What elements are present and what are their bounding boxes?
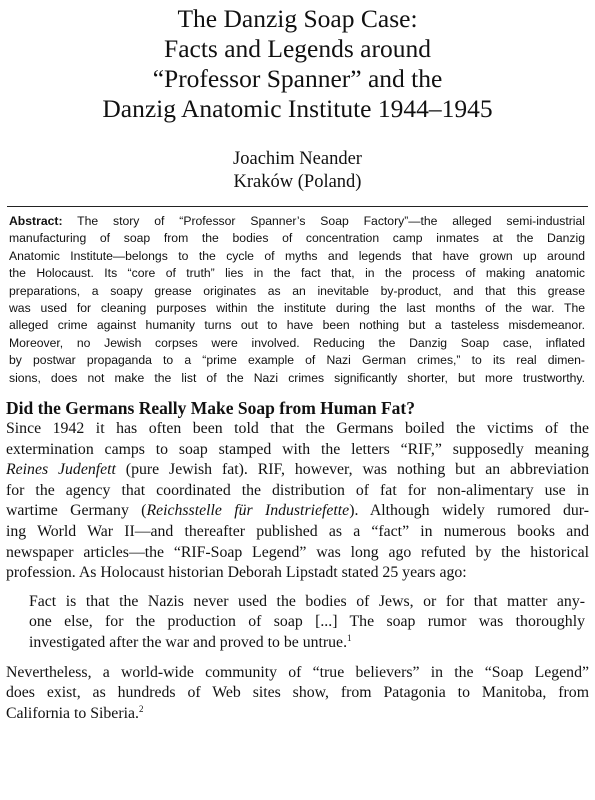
abstract: [9, 213, 585, 387]
abstract-line: [9, 213, 585, 230]
section-heading: Did the Germans Really Make Soap from Human Fat?: [6, 398, 415, 419]
quote-line: Fact is that the Nazis never used the bodies of Jews, or for that matter any-: [29, 592, 585, 610]
body-line: extermination camps to soap stamped with the letters “RIF,” supposedly meaning: [6, 440, 589, 458]
quote-line: [29, 633, 585, 654]
abstract-line: by postwar propaganda to a “prime example of Nazi German crimes,” to its real dimen-: [9, 353, 585, 368]
title-line: Danzig Anatomic Institute 1944–1945: [102, 94, 493, 123]
italic-term: Reichsstelle für Industriefette: [146, 502, 350, 520]
paper-title: [0, 4, 595, 124]
body-paragraph: [6, 419, 589, 584]
abstract-line: was used for cleaning purposes within the institute during the last months of the war. The: [9, 301, 585, 316]
body-line: newspaper articles—the “RIF-Soap Legend” was long ago refuted by the historical: [6, 543, 589, 561]
body-line: for the agency that coordinated the distribution of fat for non-alimentary use in: [6, 481, 589, 499]
author-name: Joachim Neander: [233, 149, 362, 169]
abstract-line: sions, does not make the list of the Nazi crimes significantly shorter, but more trustworthy.: [9, 370, 585, 385]
footnote-marker[interactable]: 1: [347, 633, 352, 643]
body-line: profession. As Holocaust historian Deborah Lipstadt stated 25 years ago:: [6, 564, 467, 582]
abstract-line: the Holocaust. Its “core of truth” lies in the fact that, in the process of making anatomic: [9, 266, 585, 281]
quote-text: investigated after the war and proved to be untrue.: [29, 634, 348, 651]
body-line: [6, 501, 589, 522]
abstract-text: The story of “Professor Spanner’s Soap Factory”—the alleged semi-industrial: [62, 214, 585, 228]
body-line: Nevertheless, a world-wide community of “true believers” in the “Soap Legend”: [6, 663, 589, 681]
body-paragraph: [6, 663, 589, 725]
title-line: Facts and Legends around: [164, 34, 431, 63]
abstract-line: preparations, a soapy grease originates as an inevitable by-product, and that this grease: [9, 283, 585, 298]
body-text: ). Although widely rumored dur-: [349, 502, 589, 520]
body-line: [6, 704, 589, 725]
abstract-line: Anatomic Institute—belongs to the cycle of myths and legends that have grown up around: [9, 248, 585, 263]
body-text: (pure Jewish fat). RIF, however, was nothing but an abbreviation: [115, 461, 589, 479]
divider-rule: [7, 206, 588, 207]
italic-term: Reines Judenfett: [6, 461, 116, 479]
body-line: Since 1942 it has often been told that the Germans boiled the victims of the: [6, 420, 589, 438]
body-line: does exist, as hundreds of Web sites show, from Patagonia to Manitoba, from: [6, 684, 589, 702]
quote-line: one else, for the production of soap [...] The soap rumor was thoroughly: [29, 613, 585, 631]
body-text: California to Siberia.: [6, 704, 139, 722]
abstract-line: alleged crime against humanity turns out to have been nothing but a tasteless misdemeanor.: [9, 318, 585, 333]
footnote-marker[interactable]: 2: [138, 703, 144, 714]
title-line: “Professor Spanner” and the: [152, 64, 443, 93]
abstract-line: Moreover, no Jewish corpses were involved. Reducing the Danzig Soap case, inflated: [9, 335, 585, 350]
abstract-line: manufacturing of soap from the bodies of concentration camp inmates at the Danzig: [9, 231, 585, 246]
body-line: [6, 460, 589, 481]
author-affiliation: Kraków (Poland): [233, 172, 362, 192]
author-block: [0, 148, 595, 194]
body-text: wartime Germany (: [6, 502, 147, 520]
abstract-label: Abstract:: [9, 214, 63, 228]
block-quote: [29, 592, 585, 654]
title-line: The Danzig Soap Case:: [177, 4, 418, 33]
body-line: ing World War II—and thereafter published as a “fact” in numerous books and: [6, 523, 589, 541]
